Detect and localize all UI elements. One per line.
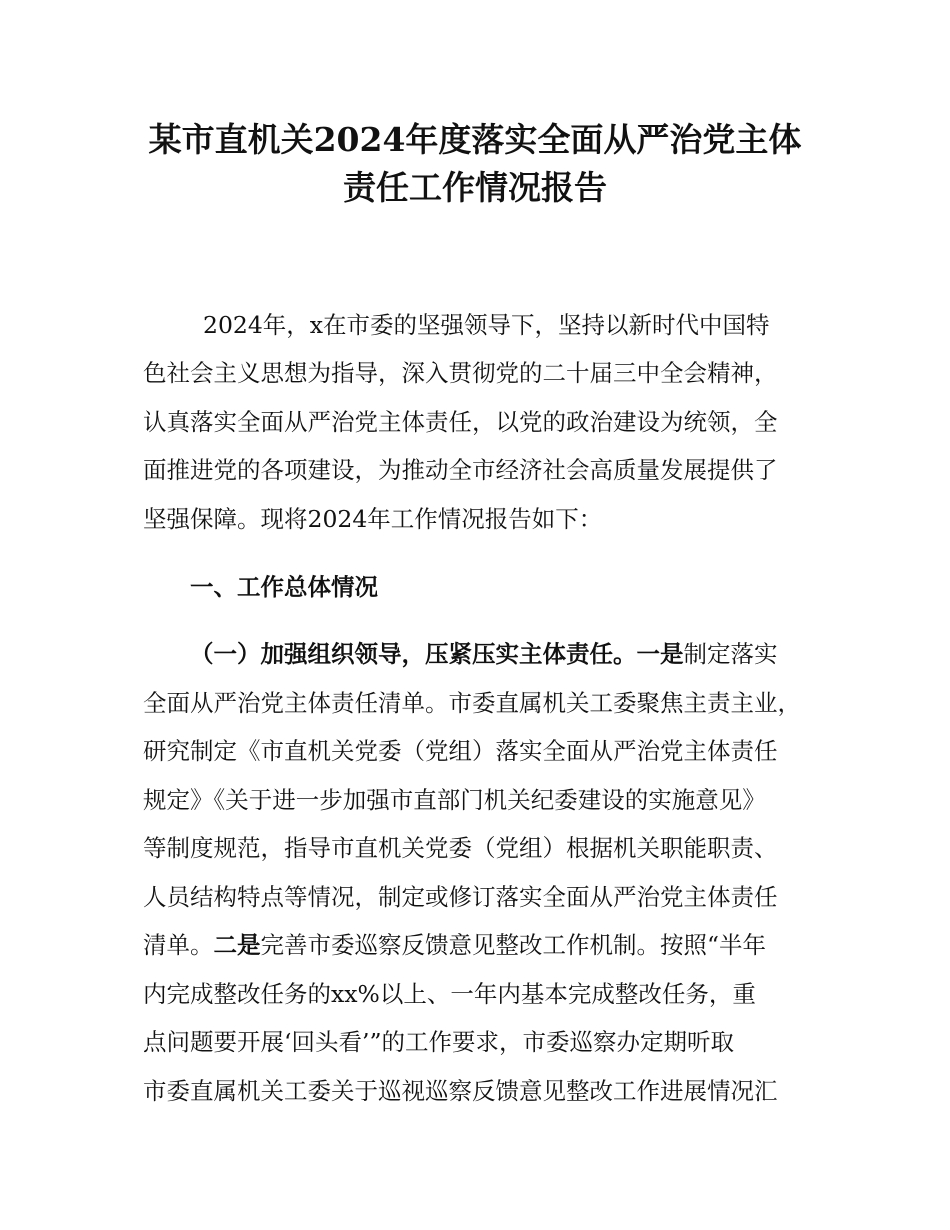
body-line-3: 规定》《关于进一步加强市直部门机关纪委建设的实施意见》 [143,786,766,814]
body-line-6 [143,929,766,961]
body-line-7: 内完成整改任务的xx%以上、一年内基本完成整改任务，重 [143,980,756,1008]
body-line-2: 研究制定《市直机关党委（党组）落实全面从严治党主体责任 [143,737,778,765]
body-line-6-prefix: 清单。 [143,931,214,959]
subsection-1-line-1 [190,638,778,670]
subsection-1-title: （一）加强组织领导，压紧压实主体责任。 [190,640,637,668]
body-line-1: 全面从严治党主体责任清单。市委直属机关工委聚焦主责主业， [143,689,801,717]
intro-line-1: 2024年，x在市委的坚强领导下，坚持以新时代中国特 [203,311,770,339]
body-line-4: 等制度规范，指导市直机关党委（党组）根据机关职能职责、 [143,834,778,862]
subsection-1-line-1-text: 制定落实 [683,640,778,668]
first-point-marker: 一是 [636,640,684,668]
section-heading-1: 一、工作总体情况 [190,573,378,601]
second-point-marker: 二是 [213,931,261,959]
document-title-line-1: 某市直机关2024年度落实全面从严治党主体 [148,120,802,159]
body-line-6-text: 完善市委巡察反馈意见整改工作机制。按照“半年 [260,931,767,959]
body-line-9: 市委直属机关工委关于巡视巡察反馈意见整改工作进展情况汇 [143,1077,778,1105]
intro-line-4: 面推进党的各项建设，为推动全市经济社会高质量发展提供了 [143,456,778,484]
intro-line-2: 色社会主义思想为指导，深入贯彻党的二十届三中全会精神， [143,359,778,387]
body-line-8: 点问题要开展‘回头看’”的工作要求，市委巡察办定期听取 [143,1028,734,1056]
body-line-5: 人员结构特点等情况，制定或修订落实全面从严治党主体责任 [143,883,778,911]
intro-line-3: 认真落实全面从严治党主体责任，以党的政治建设为统领，全 [143,408,778,436]
intro-line-5: 坚强保障。现将2024年工作情况报告如下： [143,505,603,533]
document-title-line-2: 责任工作情况报告 [343,168,607,207]
